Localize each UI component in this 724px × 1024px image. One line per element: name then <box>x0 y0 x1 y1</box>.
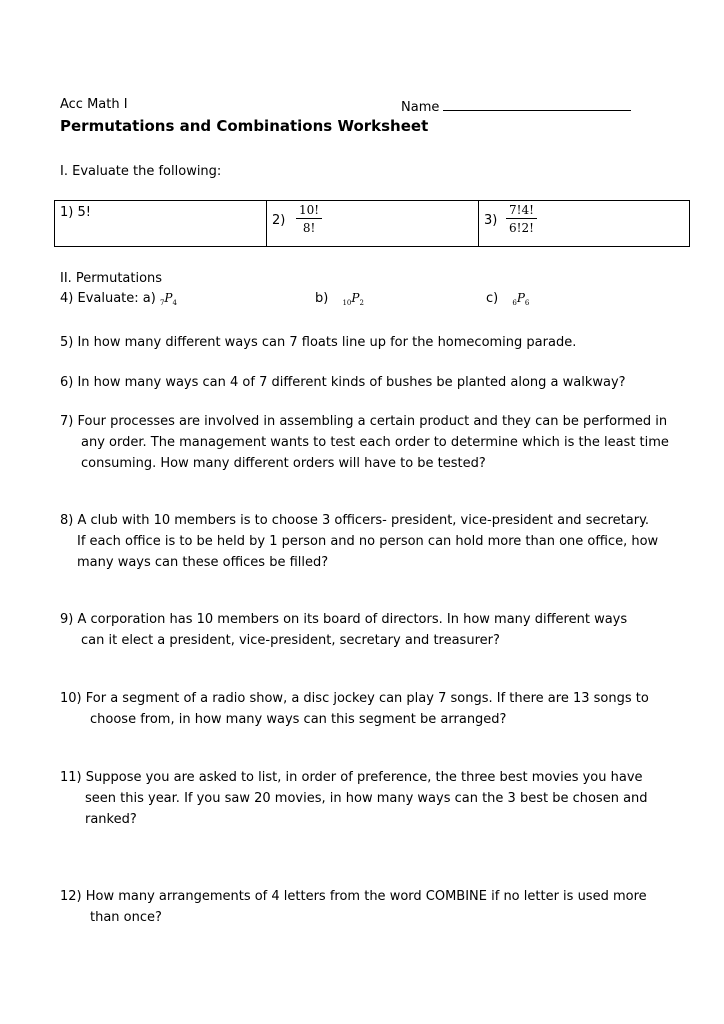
section-2-heading: II. Permutations <box>60 271 163 286</box>
fraction-denominator: 8! <box>302 221 316 235</box>
name-field[interactable] <box>401 97 631 115</box>
name-blank-line[interactable] <box>443 97 631 111</box>
question-7 <box>60 411 690 474</box>
eval-item-3-fraction <box>506 203 537 235</box>
q4b-permutation: $_{10}P_2$ <box>342 291 364 307</box>
q4a-permutation: $_7P_4$ <box>159 291 177 307</box>
eval-item-3-label: 3) <box>484 213 498 228</box>
course-name: Acc Math I <box>60 97 128 112</box>
fraction-numerator: 10! <box>296 203 322 219</box>
name-label: Name <box>401 100 440 115</box>
question-11 <box>60 767 690 830</box>
section-1-heading: I. Evaluate the following: <box>60 164 222 179</box>
eval-item-2-fraction <box>296 203 322 235</box>
question-8 <box>60 510 690 573</box>
question-line: any order. The management wants to test each order to determine which is the least time <box>81 435 669 450</box>
q4c-permutation: $_6P_6$ <box>512 291 530 307</box>
question-line: ranked? <box>85 812 137 827</box>
question-line: 6) In how many ways can 4 of 7 different kinds of bushes be planted along a walkway? <box>60 375 626 390</box>
fraction-numerator: 7!4! <box>506 203 537 219</box>
eval-cell-2 <box>266 201 478 246</box>
q4-label: 4) Evaluate: a) <box>60 291 156 306</box>
question-12 <box>60 886 690 928</box>
question-line: consuming. How many different orders will have to be tested? <box>81 456 486 471</box>
question-line: than once? <box>90 910 162 925</box>
fraction-denominator: 6!2! <box>509 221 534 235</box>
q4-row <box>60 291 177 306</box>
question-line: choose from, in how many ways can this segment be arranged? <box>90 712 507 727</box>
question-5 <box>60 332 690 353</box>
eval-cell-3 <box>478 201 689 246</box>
eval-cell-1 <box>55 201 266 246</box>
question-line: 10) For a segment of a radio show, a disc jockey can play 7 songs. If there are 13 songs to <box>60 691 649 706</box>
question-line: 8) A club with 10 members is to choose 3 officers- president, vice-president and secretary. <box>60 513 650 528</box>
question-line: can it elect a president, vice-president, secretary and treasurer? <box>81 633 500 648</box>
question-line: seen this year. If you saw 20 movies, in how many ways can the 3 best be chosen and <box>85 791 648 806</box>
evaluate-table <box>54 200 690 247</box>
q4c-label: c) <box>486 291 499 306</box>
question-line: If each office is to be held by 1 person and no person can hold more than one office, how <box>77 534 659 549</box>
question-6 <box>60 372 690 393</box>
question-9 <box>60 609 690 651</box>
question-line: 5) In how many different ways can 7 floats line up for the homecoming parade. <box>60 335 577 350</box>
eval-item-2-label: 2) <box>272 213 286 228</box>
question-line: 12) How many arrangements of 4 letters from the word COMBINE if no letter is used more <box>60 889 647 904</box>
question-line: 9) A corporation has 10 members on its board of directors. In how many different ways <box>60 612 628 627</box>
q4c-row <box>486 291 529 306</box>
eval-item-1: 1) 5! <box>60 205 91 220</box>
worksheet-title: Permutations and Combinations Worksheet <box>60 117 429 135</box>
question-line: 7) Four processes are involved in assembling a certain product and they can be performed in <box>60 414 668 429</box>
question-10 <box>60 688 690 730</box>
question-line: 11) Suppose you are asked to list, in order of preference, the three best movies you have <box>60 770 643 785</box>
q4b-row <box>315 291 364 306</box>
question-line: many ways can these offices be filled? <box>77 555 329 570</box>
q4b-label: b) <box>315 291 329 306</box>
